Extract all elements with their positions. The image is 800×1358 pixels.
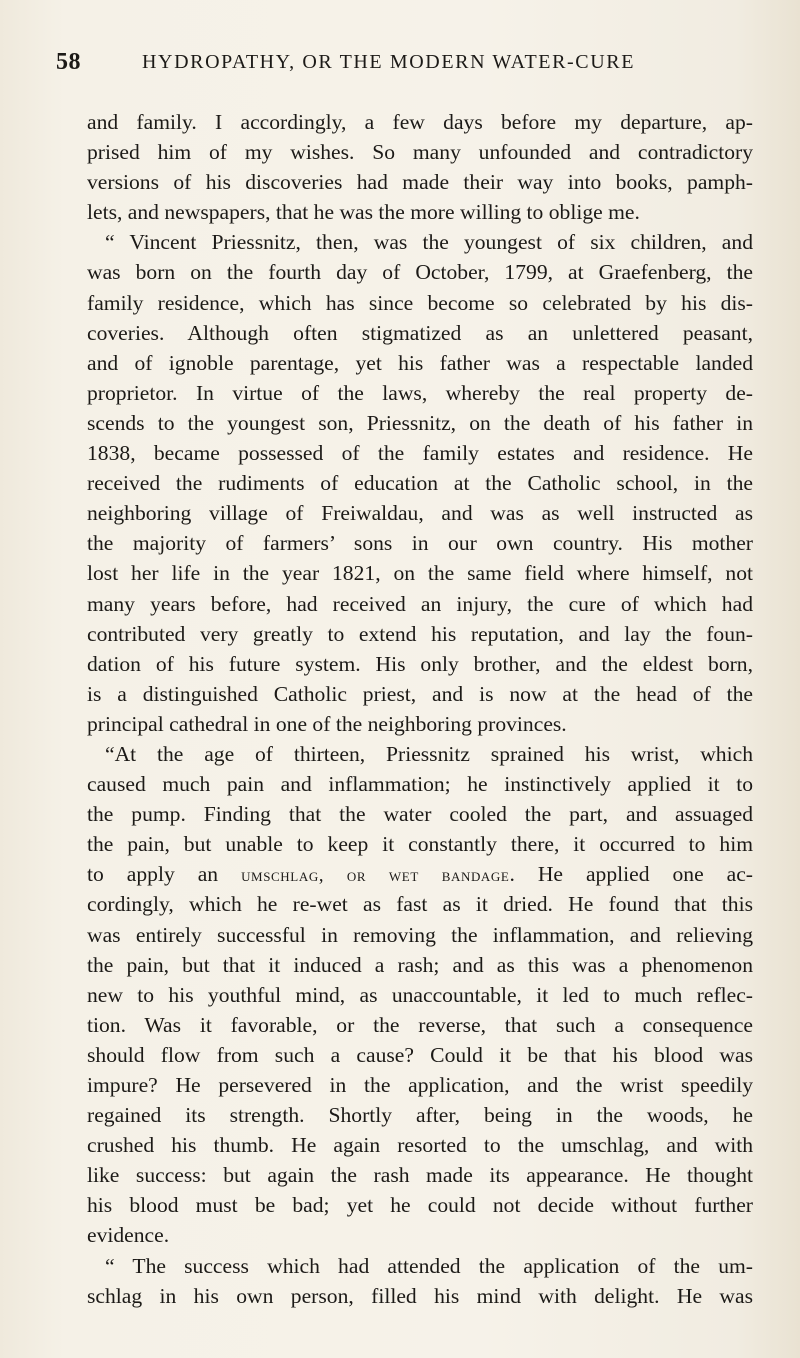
text-line: dation of his future system. His only brother, and the eldest born,	[87, 651, 753, 676]
text-line: was born on the fourth day of October, 1799, at Graefenberg, the	[87, 260, 753, 285]
body-text	[87, 107, 753, 1311]
text-line: to apply an umschlag, or wet bandage. He applied one ac-	[87, 862, 753, 887]
text-line: new to his youthful mind, as unaccountable, it led to much reflec-	[87, 982, 753, 1007]
page-header	[56, 46, 756, 78]
text-line: contributed very greatly to extend his reputation, and lay the foun-	[87, 621, 753, 646]
text-line: neighboring village of Freiwaldau, and was as well instructed as	[87, 501, 753, 526]
text-line: the pump. Finding that the water cooled the part, and assuaged	[87, 802, 753, 827]
text-line: schlag in his own person, filled his mind with delight. He was	[87, 1283, 753, 1308]
text-line: is a distinguished Catholic priest, and is now at the head of the	[87, 681, 753, 706]
text-line: family residence, which has since become so celebrated by his dis-	[87, 290, 753, 315]
text-line: tion. Was it favorable, or the reverse, that such a consequence	[87, 1012, 753, 1037]
text-line: evidence.	[87, 1223, 170, 1248]
text-line: proprietor. In virtue of the laws, whereby the real property de-	[87, 380, 753, 405]
text-line: received the rudiments of education at the Catholic school, in the	[87, 471, 753, 496]
text-line: “ The success which had attended the application of the um-	[105, 1253, 753, 1278]
text-line: principal cathedral in one of the neighboring provinces.	[87, 711, 567, 736]
text-line: the pain, but unable to keep it constantly there, it occurred to him	[87, 832, 753, 857]
text-line: caused much pain and inflammation; he instinctively applied it to	[87, 772, 753, 797]
text-line: scends to the youngest son, Priessnitz, on the death of his father in	[87, 410, 753, 435]
text-line: his blood must be bad; yet he could not decide without further	[87, 1193, 753, 1218]
text-line: 1838, became possessed of the family estates and residence. He	[87, 441, 753, 466]
text-line: should flow from such a cause? Could it be that his blood was	[87, 1042, 753, 1067]
text-line: “ Vincent Priessnitz, then, was the youngest of six children, and	[105, 230, 753, 255]
text-line: like success: but again the rash made its appearance. He thought	[87, 1163, 753, 1188]
text-line: regained its strength. Shortly after, being in the woods, he	[87, 1103, 753, 1128]
text-line: and family. I accordingly, a few days before my departure, ap-	[87, 110, 753, 134]
text-line: versions of his discoveries had made their way into books, pamph-	[87, 170, 753, 195]
text-line: crushed his thumb. He again resorted to the umschlag, and with	[87, 1133, 753, 1158]
small-caps-term: umschlag, or wet bandage	[241, 865, 510, 887]
text-line: many years before, had received an injury, the cure of which had	[87, 591, 753, 616]
text-line: lets, and newspapers, that he was the more willing to oblige me.	[87, 200, 640, 225]
text-line: cordingly, which he re-wet as fast as it dried. He found that this	[87, 892, 753, 917]
text-line: the pain, but that it induced a rash; and as this was a phenomenon	[87, 952, 753, 977]
text-line: impure? He persevered in the application, and the wrist speedily	[87, 1073, 753, 1097]
text-line: lost her life in the year 1821, on the same field where himself, not	[87, 561, 753, 586]
text-line: was entirely successful in removing the inflammation, and relieving	[87, 922, 753, 947]
text-line: coveries. Although often stigmatized as an unlettered peasant,	[87, 320, 753, 345]
text-line: “At the age of thirteen, Priessnitz sprained his wrist, which	[105, 741, 753, 766]
running-title: HYDROPATHY, OR THE MODERN WATER-CURE	[142, 51, 636, 73]
text-line: the majority of farmers’ sons in our own country. His mother	[87, 531, 753, 556]
page-number: 58	[56, 49, 81, 75]
text-line: prised him of my wishes. So many unfounded and contradictory	[87, 140, 753, 165]
text-line: and of ignoble parentage, yet his father was a respectable landed	[87, 350, 753, 375]
